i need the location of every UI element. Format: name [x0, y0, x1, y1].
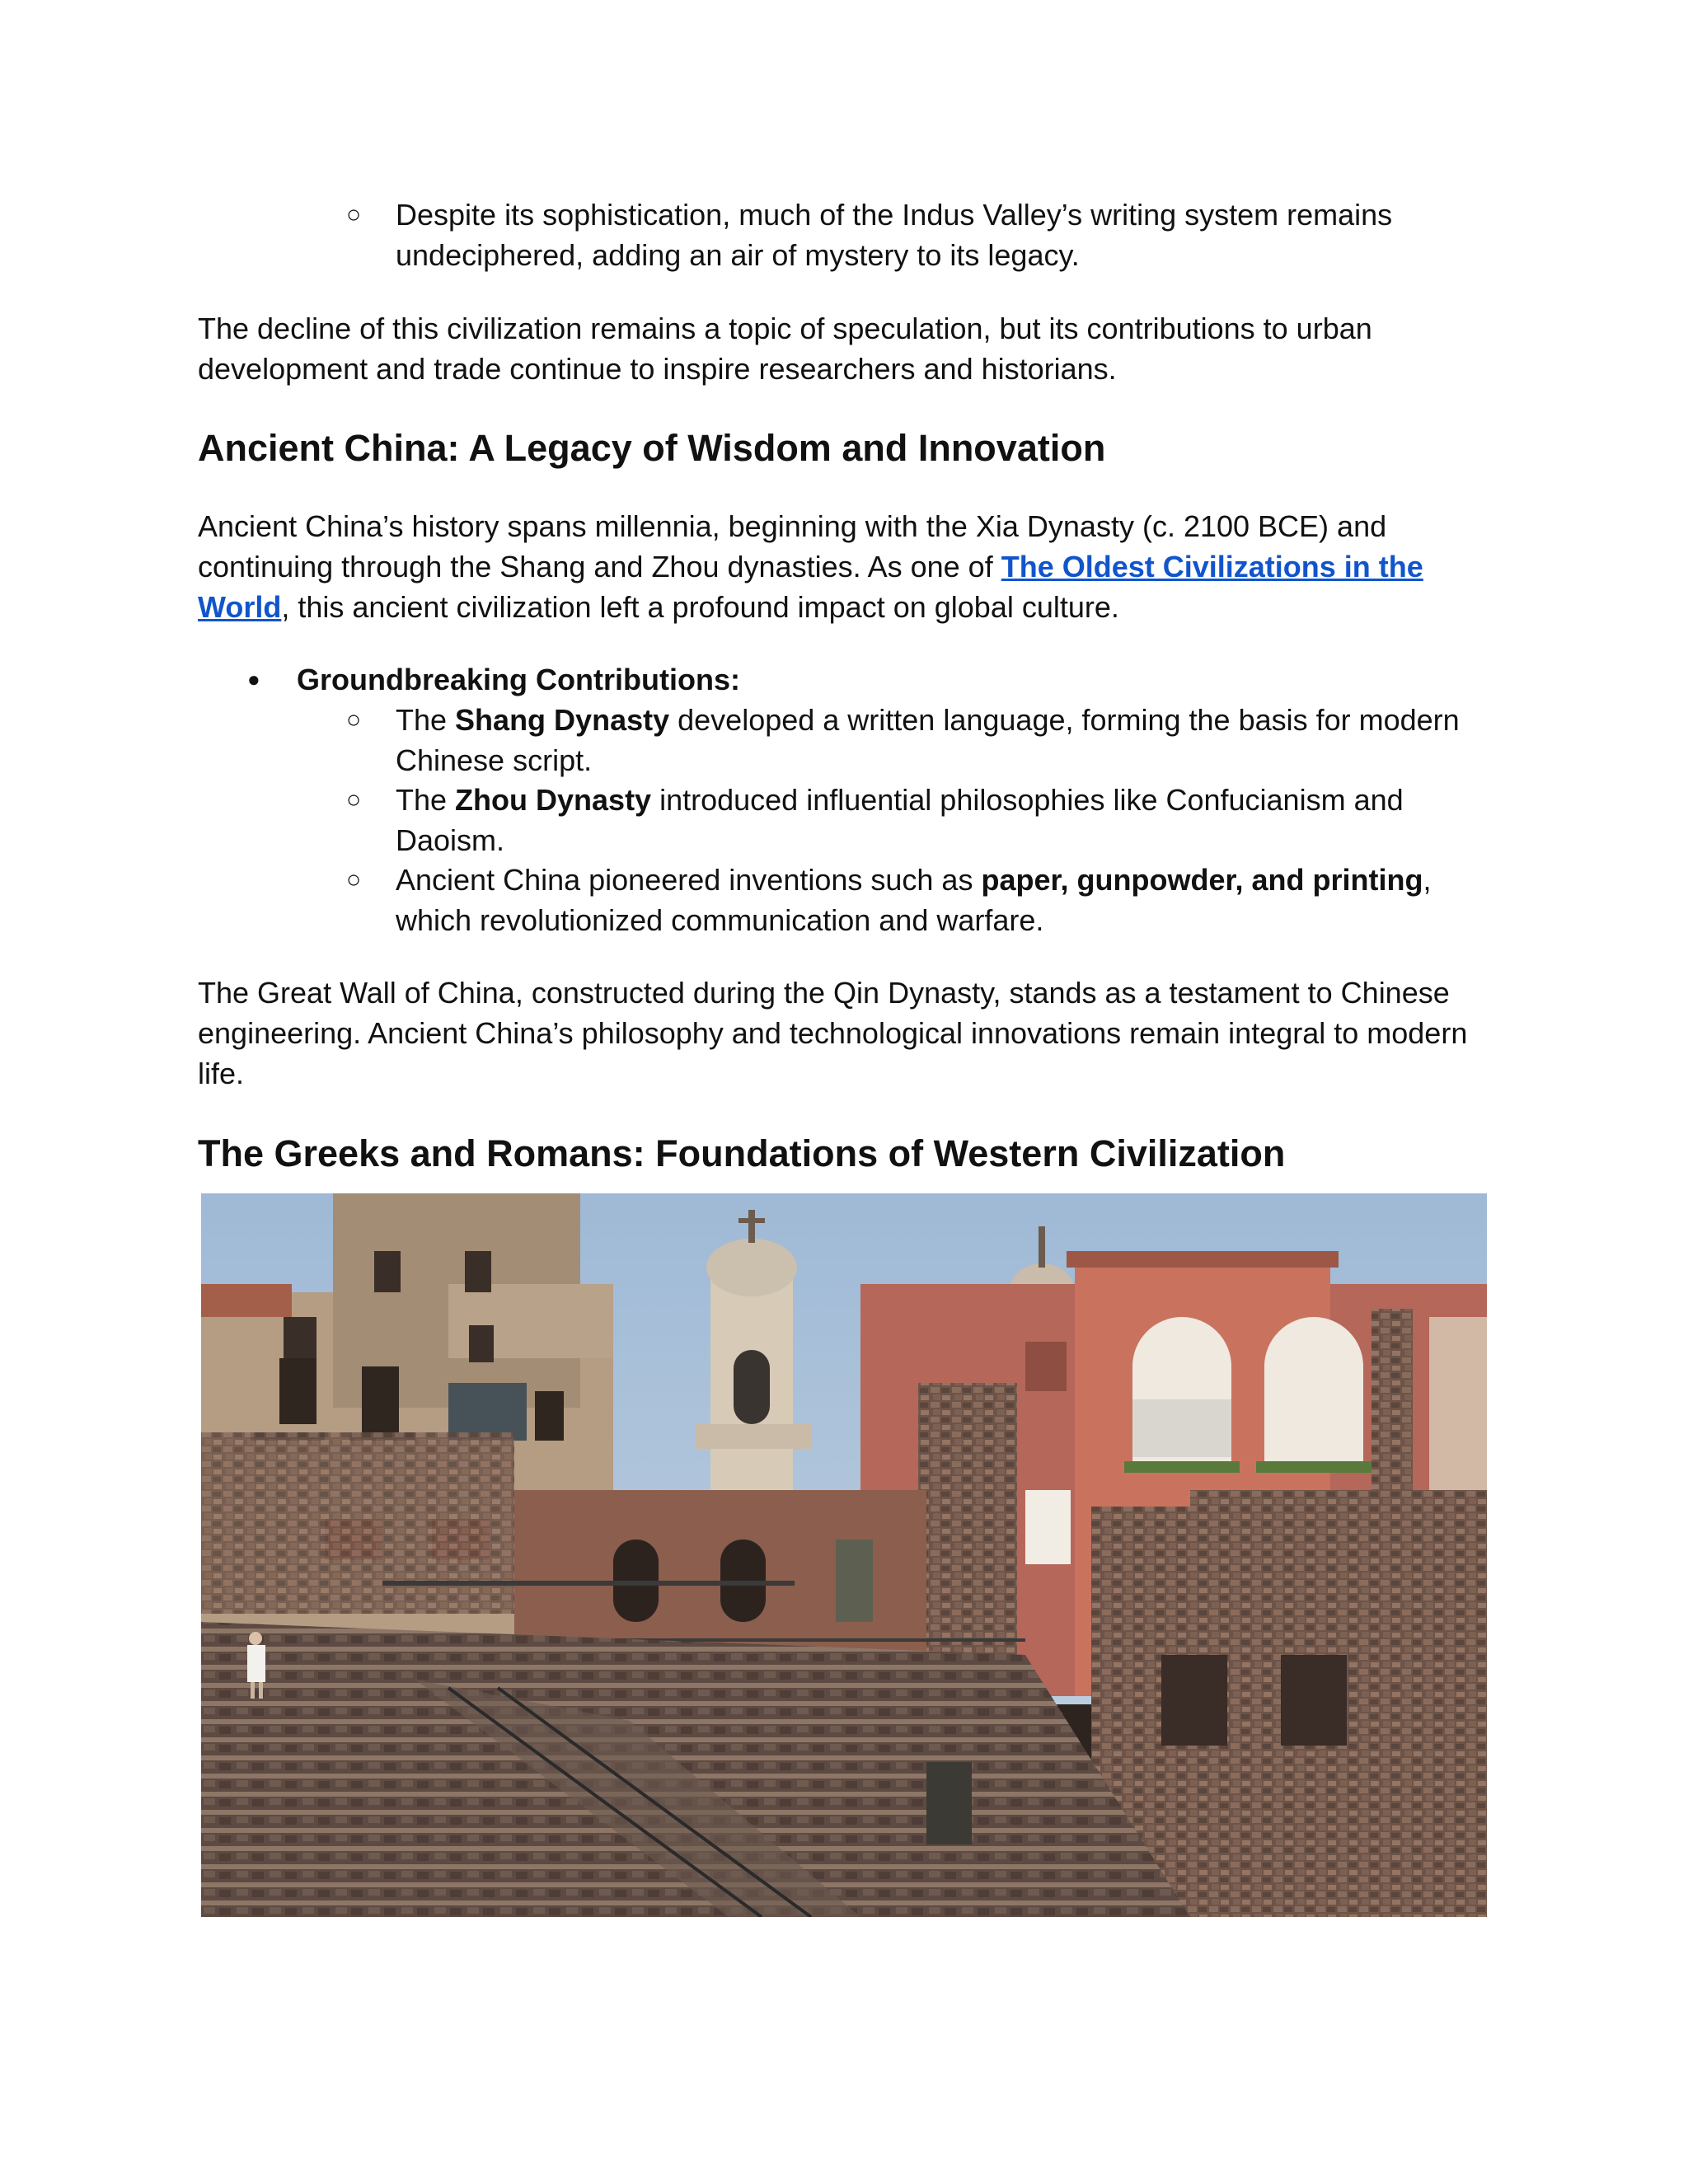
list-item: [247, 659, 1451, 700]
roman-theatre-photo: [201, 1193, 1487, 1917]
list-item-text: Ancient China pioneered inventions such as paper, gunpowder, and printing, which revolutionized communication and warfare.: [396, 863, 1432, 937]
list-item-text: The Zhou Dynasty introduced influential philosophies like Confucianism and Daoism.: [396, 783, 1404, 857]
hollow-bullet-icon: ○: [346, 201, 362, 228]
photo-illustration: [201, 1193, 1487, 1917]
bold-term: paper, gunpowder, and printing: [981, 863, 1423, 897]
hollow-bullet-icon: ○: [346, 706, 362, 733]
paragraph: The decline of this civilization remains a topic of speculation, but its contributions to urban development and trade continue to inspire researchers and historians.: [198, 312, 1372, 386]
hollow-bullet-icon: ○: [346, 866, 362, 893]
list-item: [346, 860, 1492, 940]
list-item-text: Groundbreaking Contributions:: [297, 663, 740, 696]
list-item-text: The Shang Dynasty developed a written language, forming the basis for modern Chinese script.: [396, 703, 1460, 777]
list-item: [346, 780, 1492, 860]
hollow-bullet-icon: ○: [346, 786, 362, 813]
paragraph: The Great Wall of China, constructed during the Qin Dynasty, stands as a testament to Chinese engineering. Ancient China’s philosophy and technological innovations remain integral to modern life.: [198, 976, 1468, 1090]
section-heading: Ancient China: A Legacy of Wisdom and Innovation: [198, 427, 1106, 469]
bold-term: Zhou Dynasty: [455, 783, 652, 817]
filled-bullet-icon: ●: [247, 667, 260, 691]
list-item: [346, 700, 1492, 780]
paragraph-text: , this ancient civilization left a profound impact on global culture.: [281, 590, 1119, 624]
paragraph: [198, 506, 1459, 627]
section-heading: The Greeks and Romans: Foundations of Western Civilization: [198, 1132, 1286, 1174]
bold-term: Shang Dynasty: [455, 703, 670, 737]
paragraph-text: Ancient China’s history spans millennia, beginning with the Xia Dynasty (c. 2100 BCE) and continuing through the Shang and Zhou dynasties. As one of: [198, 509, 1387, 583]
list-item: [346, 194, 1492, 275]
list-item-text: Despite its sophistication, much of the Indus Valley’s writing system remains undeciphered, adding an air of mystery to its legacy.: [396, 198, 1393, 272]
oldest-civilizations-link[interactable]: The Oldest Civilizations in the World: [198, 550, 1423, 624]
